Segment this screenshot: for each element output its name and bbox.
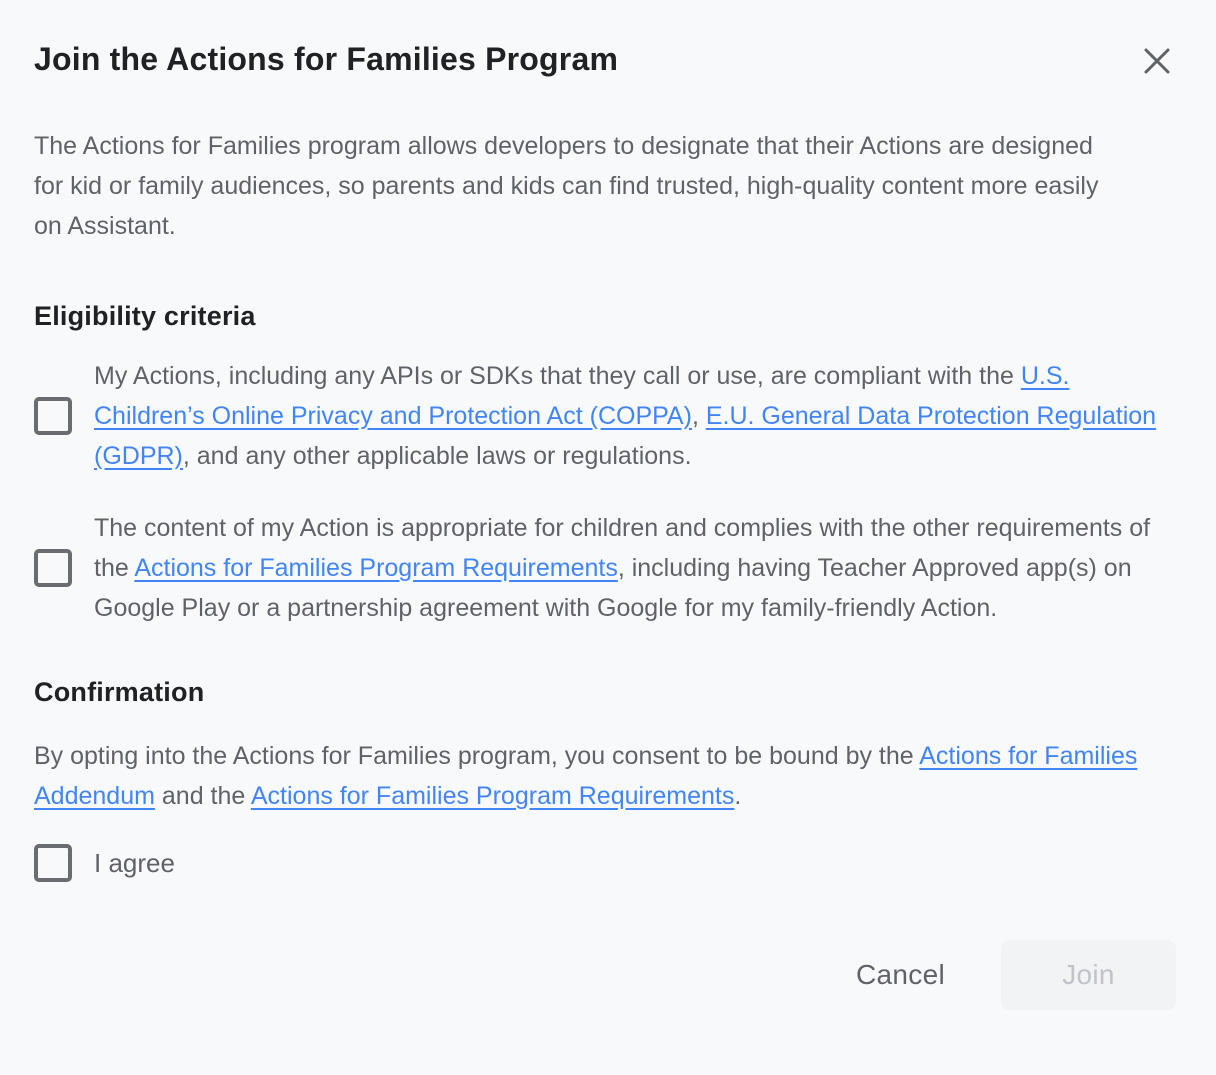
cancel-button[interactable]: Cancel (824, 941, 977, 1009)
close-button[interactable] (1138, 42, 1176, 80)
confirmation-text (34, 736, 1166, 816)
confirmation-heading: Confirmation (34, 677, 205, 707)
content-appropriate-checkbox[interactable] (34, 549, 72, 587)
text-run: , (691, 402, 706, 430)
text-link[interactable]: E.U. General Data Protection Regulation (GDPR) (94, 402, 1157, 470)
eligibility-heading: Eligibility criteria (34, 301, 256, 331)
text-run: . (734, 782, 742, 810)
text-link[interactable]: Actions for Families Program Requirements (134, 554, 618, 582)
text-link[interactable]: Actions for Families Program Requirements (250, 782, 735, 810)
dialog-footer (34, 940, 1176, 1010)
text-run: The content of my Action is appropriate for children and complies with the other requirements of the (94, 514, 1151, 582)
text-run: and the (154, 782, 251, 810)
eligibility-item-compliance (34, 356, 1176, 476)
compliance-text (94, 356, 1176, 476)
content-appropriate-text (94, 508, 1176, 628)
text-run: , including having Teacher Approved app(s) on Google Play or a partnership agreement with Google for my family-friendly Action. (94, 554, 1132, 622)
agree-label: I agree (94, 847, 175, 878)
text-link[interactable]: Actions for Families Addendum (34, 742, 1138, 810)
text-run: By opting into the Actions for Families program, you consent to be bound by the (34, 742, 920, 770)
agree-row (34, 844, 1176, 882)
intro-text: The Actions for Families program allows developers to designate that their Actions are designed for kid or family audiences, so parents and kids can find trusted, high-quality content more easily on Assistant. (34, 132, 1099, 240)
eligibility-item-content (34, 508, 1176, 628)
dialog-title: Join the Actions for Families Program (34, 41, 619, 77)
agree-checkbox[interactable] (34, 844, 72, 882)
close-icon (1142, 64, 1172, 79)
text-run: , and any other applicable laws or regulations. (182, 442, 692, 470)
text-link[interactable]: U.S. Children’s Online Privacy and Protection Act (COPPA) (94, 362, 1070, 430)
dialog-header (34, 40, 1176, 80)
join-button[interactable]: Join (1001, 940, 1176, 1010)
text-run: My Actions, including any APIs or SDKs that they call or use, are compliant with the (94, 362, 1021, 390)
compliance-checkbox[interactable] (34, 397, 72, 435)
